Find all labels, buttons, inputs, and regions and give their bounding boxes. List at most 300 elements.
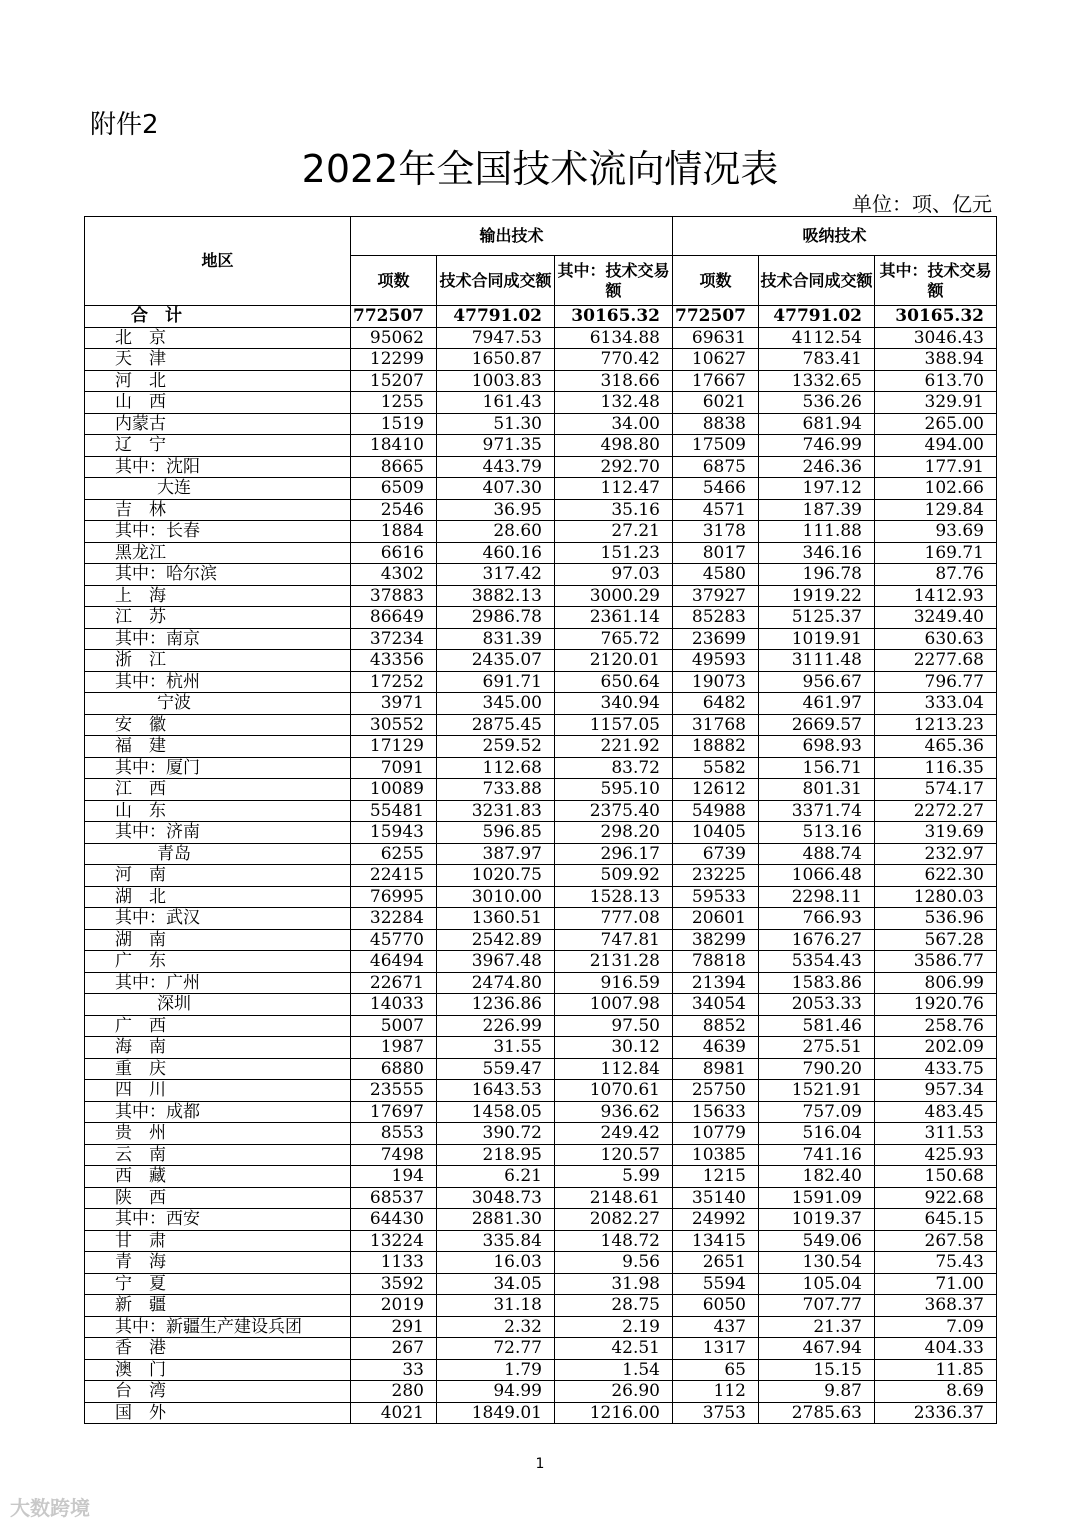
value-cell: 1317	[673, 1338, 759, 1360]
value-cell: 37234	[351, 628, 437, 650]
value-cell: 461.97	[759, 693, 875, 715]
table-row	[85, 1359, 997, 1381]
value-cell: 6616	[351, 542, 437, 564]
region-cell: 河 北	[85, 370, 351, 392]
value-cell: 47791.02	[437, 306, 555, 328]
region-cell: 山 东	[85, 800, 351, 822]
table-row	[85, 822, 997, 844]
watermark: 大数跨境	[10, 1496, 90, 1520]
value-cell: 345.00	[437, 693, 555, 715]
value-cell: 31.18	[437, 1295, 555, 1317]
value-cell: 2881.30	[437, 1209, 555, 1231]
value-cell: 746.99	[759, 435, 875, 457]
region-cell: 宁波	[85, 693, 351, 715]
value-cell: 7947.53	[437, 327, 555, 349]
value-cell: 6875	[673, 456, 759, 478]
value-cell: 1849.01	[437, 1402, 555, 1424]
region-cell: 其中：哈尔滨	[85, 564, 351, 586]
attachment-label: 附件2	[90, 110, 159, 140]
value-cell: 936.62	[555, 1101, 673, 1123]
region-cell: 青 海	[85, 1252, 351, 1274]
value-cell: 150.68	[875, 1166, 997, 1188]
value-cell: 2875.45	[437, 714, 555, 736]
region-cell: 江 苏	[85, 607, 351, 629]
value-cell: 83.72	[555, 757, 673, 779]
value-cell: 681.94	[759, 413, 875, 435]
value-cell: 3971	[351, 693, 437, 715]
value-cell: 1255	[351, 392, 437, 414]
table-row	[85, 1123, 997, 1145]
value-cell: 390.72	[437, 1123, 555, 1145]
region-cell: 香 港	[85, 1338, 351, 1360]
value-cell: 8852	[673, 1015, 759, 1037]
value-cell: 8017	[673, 542, 759, 564]
value-cell: 112.84	[555, 1058, 673, 1080]
region-cell: 天 津	[85, 349, 351, 371]
page-title: 2022年全国技术流向情况表	[301, 147, 779, 191]
region-cell: 宁 夏	[85, 1273, 351, 1295]
region-cell: 河 南	[85, 865, 351, 887]
region-cell: 其中：成都	[85, 1101, 351, 1123]
value-cell: 130.54	[759, 1252, 875, 1274]
value-cell: 319.69	[875, 822, 997, 844]
table-row	[85, 757, 997, 779]
value-cell: 8.69	[875, 1381, 997, 1403]
value-cell: 831.39	[437, 628, 555, 650]
value-cell: 32284	[351, 908, 437, 930]
value-cell: 11.85	[875, 1359, 997, 1381]
value-cell: 1070.61	[555, 1080, 673, 1102]
value-cell: 8553	[351, 1123, 437, 1145]
header-output-trade: 其中：技术交易额	[555, 256, 673, 306]
value-cell: 707.77	[759, 1295, 875, 1317]
value-cell: 19073	[673, 671, 759, 693]
value-cell: 465.36	[875, 736, 997, 758]
value-cell: 22671	[351, 972, 437, 994]
value-cell: 3111.48	[759, 650, 875, 672]
value-cell: 595.10	[555, 779, 673, 801]
region-cell: 贵 州	[85, 1123, 351, 1145]
value-cell: 3000.29	[555, 585, 673, 607]
value-cell: 596.85	[437, 822, 555, 844]
value-cell: 567.28	[875, 929, 997, 951]
value-cell: 218.95	[437, 1144, 555, 1166]
value-cell: 112.47	[555, 478, 673, 500]
value-cell: 3046.43	[875, 327, 997, 349]
table-row	[85, 972, 997, 994]
value-cell: 43356	[351, 650, 437, 672]
region-cell: 四 川	[85, 1080, 351, 1102]
table-row	[85, 478, 997, 500]
value-cell: 51.30	[437, 413, 555, 435]
region-cell: 其中：长春	[85, 521, 351, 543]
value-cell: 3048.73	[437, 1187, 555, 1209]
value-cell: 78818	[673, 951, 759, 973]
region-cell: 云 南	[85, 1144, 351, 1166]
value-cell: 772507	[673, 306, 759, 328]
table-row	[85, 607, 997, 629]
value-cell: 2277.68	[875, 650, 997, 672]
region-cell: 湖 南	[85, 929, 351, 951]
value-cell: 4639	[673, 1037, 759, 1059]
value-cell: 2120.01	[555, 650, 673, 672]
value-cell: 7498	[351, 1144, 437, 1166]
table-row	[85, 714, 997, 736]
region-cell: 西 藏	[85, 1166, 351, 1188]
value-cell: 10627	[673, 349, 759, 371]
value-cell: 3178	[673, 521, 759, 543]
value-cell: 1519	[351, 413, 437, 435]
value-cell: 6134.88	[555, 327, 673, 349]
value-cell: 187.39	[759, 499, 875, 521]
value-cell: 388.94	[875, 349, 997, 371]
value-cell: 17252	[351, 671, 437, 693]
value-cell: 55481	[351, 800, 437, 822]
value-cell: 129.84	[875, 499, 997, 521]
value-cell: 112	[673, 1381, 759, 1403]
value-cell: 1920.76	[875, 994, 997, 1016]
value-cell: 37927	[673, 585, 759, 607]
table-row	[85, 1166, 997, 1188]
value-cell: 18882	[673, 736, 759, 758]
value-cell: 24992	[673, 1209, 759, 1231]
table-row	[85, 456, 997, 478]
table-row	[85, 843, 997, 865]
region-cell: 深圳	[85, 994, 351, 1016]
value-cell: 31768	[673, 714, 759, 736]
value-cell: 1157.05	[555, 714, 673, 736]
value-cell: 38299	[673, 929, 759, 951]
value-cell: 516.04	[759, 1123, 875, 1145]
value-cell: 27.21	[555, 521, 673, 543]
table-row	[85, 1273, 997, 1295]
table-row	[85, 1144, 997, 1166]
header-absorb-count: 项数	[673, 256, 759, 306]
value-cell: 4302	[351, 564, 437, 586]
value-cell: 581.46	[759, 1015, 875, 1037]
table-row	[85, 736, 997, 758]
value-cell: 275.51	[759, 1037, 875, 1059]
table-row	[85, 327, 997, 349]
value-cell: 298.20	[555, 822, 673, 844]
header-absorb-contract: 技术合同成交额	[759, 256, 875, 306]
value-cell: 296.17	[555, 843, 673, 865]
table-row	[85, 886, 997, 908]
value-cell: 3010.00	[437, 886, 555, 908]
value-cell: 10385	[673, 1144, 759, 1166]
value-cell: 1.79	[437, 1359, 555, 1381]
value-cell: 3231.83	[437, 800, 555, 822]
value-cell: 10405	[673, 822, 759, 844]
value-cell: 196.78	[759, 564, 875, 586]
table-row	[85, 521, 997, 543]
value-cell: 28.60	[437, 521, 555, 543]
value-cell: 226.99	[437, 1015, 555, 1037]
value-cell: 3882.13	[437, 585, 555, 607]
value-cell: 318.66	[555, 370, 673, 392]
value-cell: 45770	[351, 929, 437, 951]
value-cell: 2082.27	[555, 1209, 673, 1231]
table-row	[85, 542, 997, 564]
value-cell: 783.41	[759, 349, 875, 371]
value-cell: 36.95	[437, 499, 555, 521]
table-row	[85, 628, 997, 650]
value-cell: 120.57	[555, 1144, 673, 1166]
value-cell: 5354.43	[759, 951, 875, 973]
table-row	[85, 1015, 997, 1037]
region-cell: 其中：沈阳	[85, 456, 351, 478]
value-cell: 15943	[351, 822, 437, 844]
table-row	[85, 370, 997, 392]
value-cell: 71.00	[875, 1273, 997, 1295]
value-cell: 76995	[351, 886, 437, 908]
value-cell: 340.94	[555, 693, 673, 715]
region-cell: 澳 门	[85, 1359, 351, 1381]
value-cell: 13415	[673, 1230, 759, 1252]
value-cell: 2272.27	[875, 800, 997, 822]
region-cell: 浙 江	[85, 650, 351, 672]
table-row	[85, 779, 997, 801]
value-cell: 1019.91	[759, 628, 875, 650]
region-cell: 广 东	[85, 951, 351, 973]
value-cell: 6739	[673, 843, 759, 865]
value-cell: 494.00	[875, 435, 997, 457]
table-row	[85, 1230, 997, 1252]
value-cell: 258.76	[875, 1015, 997, 1037]
value-cell: 9.56	[555, 1252, 673, 1274]
value-cell: 335.84	[437, 1230, 555, 1252]
value-cell: 806.99	[875, 972, 997, 994]
value-cell: 437	[673, 1316, 759, 1338]
table-row	[85, 1295, 997, 1317]
value-cell: 5594	[673, 1273, 759, 1295]
value-cell: 6.21	[437, 1166, 555, 1188]
value-cell: 1280.03	[875, 886, 997, 908]
value-cell: 23699	[673, 628, 759, 650]
value-cell: 1528.13	[555, 886, 673, 908]
value-cell: 956.67	[759, 671, 875, 693]
value-cell: 1643.53	[437, 1080, 555, 1102]
value-cell: 17697	[351, 1101, 437, 1123]
value-cell: 14033	[351, 994, 437, 1016]
table-row	[85, 413, 997, 435]
value-cell: 2474.80	[437, 972, 555, 994]
value-cell: 483.45	[875, 1101, 997, 1123]
value-cell: 87.76	[875, 564, 997, 586]
value-cell: 69631	[673, 327, 759, 349]
value-cell: 645.15	[875, 1209, 997, 1231]
value-cell: 1591.09	[759, 1187, 875, 1209]
unit-label: 单位：项、亿元	[852, 192, 992, 216]
value-cell: 329.91	[875, 392, 997, 414]
region-cell: 其中：武汉	[85, 908, 351, 930]
region-cell: 内蒙古	[85, 413, 351, 435]
value-cell: 916.59	[555, 972, 673, 994]
value-cell: 20601	[673, 908, 759, 930]
value-cell: 2669.57	[759, 714, 875, 736]
value-cell: 18410	[351, 435, 437, 457]
header-output-count: 项数	[351, 256, 437, 306]
value-cell: 574.17	[875, 779, 997, 801]
value-cell: 111.88	[759, 521, 875, 543]
value-cell: 280	[351, 1381, 437, 1403]
value-cell: 317.42	[437, 564, 555, 586]
value-cell: 86649	[351, 607, 437, 629]
value-cell: 221.92	[555, 736, 673, 758]
value-cell: 346.16	[759, 542, 875, 564]
region-cell: 海 南	[85, 1037, 351, 1059]
table-row	[85, 585, 997, 607]
value-cell: 777.08	[555, 908, 673, 930]
value-cell: 246.36	[759, 456, 875, 478]
value-cell: 4580	[673, 564, 759, 586]
region-cell: 合 计	[85, 306, 351, 328]
value-cell: 1919.22	[759, 585, 875, 607]
region-cell: 上 海	[85, 585, 351, 607]
region-cell: 陕 西	[85, 1187, 351, 1209]
value-cell: 333.04	[875, 693, 997, 715]
value-cell: 10089	[351, 779, 437, 801]
region-cell: 福 建	[85, 736, 351, 758]
value-cell: 5.99	[555, 1166, 673, 1188]
value-cell: 549.06	[759, 1230, 875, 1252]
value-cell: 15.15	[759, 1359, 875, 1381]
value-cell: 6255	[351, 843, 437, 865]
table-row	[85, 435, 997, 457]
table-row	[85, 1338, 997, 1360]
value-cell: 265.00	[875, 413, 997, 435]
value-cell: 47791.02	[759, 306, 875, 328]
table-row	[85, 650, 997, 672]
value-cell: 33	[351, 1359, 437, 1381]
value-cell: 34.05	[437, 1273, 555, 1295]
value-cell: 698.93	[759, 736, 875, 758]
value-cell: 765.72	[555, 628, 673, 650]
value-cell: 23555	[351, 1080, 437, 1102]
table-row	[85, 1058, 997, 1080]
value-cell: 1020.75	[437, 865, 555, 887]
value-cell: 54988	[673, 800, 759, 822]
value-cell: 613.70	[875, 370, 997, 392]
header-output-contract: 技术合同成交额	[437, 256, 555, 306]
value-cell: 197.12	[759, 478, 875, 500]
value-cell: 6482	[673, 693, 759, 715]
value-cell: 467.94	[759, 1338, 875, 1360]
table-row	[85, 1316, 997, 1338]
value-cell: 169.71	[875, 542, 997, 564]
region-cell: 大连	[85, 478, 351, 500]
page-number: 1	[535, 1456, 545, 1472]
region-cell: 其中：新疆生产建设兵团	[85, 1316, 351, 1338]
table-row	[85, 951, 997, 973]
value-cell: 747.81	[555, 929, 673, 951]
value-cell: 68537	[351, 1187, 437, 1209]
value-cell: 2361.14	[555, 607, 673, 629]
value-cell: 12612	[673, 779, 759, 801]
value-cell: 1676.27	[759, 929, 875, 951]
value-cell: 31.55	[437, 1037, 555, 1059]
table-row	[85, 1187, 997, 1209]
value-cell: 8665	[351, 456, 437, 478]
value-cell: 536.96	[875, 908, 997, 930]
value-cell: 1583.86	[759, 972, 875, 994]
value-cell: 2986.78	[437, 607, 555, 629]
table-row	[85, 1252, 997, 1274]
value-cell: 2298.11	[759, 886, 875, 908]
value-cell: 1884	[351, 521, 437, 543]
value-cell: 13224	[351, 1230, 437, 1252]
value-cell: 31.98	[555, 1273, 673, 1295]
value-cell: 1003.83	[437, 370, 555, 392]
value-cell: 2651	[673, 1252, 759, 1274]
region-cell: 其中：广州	[85, 972, 351, 994]
value-cell: 460.16	[437, 542, 555, 564]
value-cell: 21394	[673, 972, 759, 994]
value-cell: 35.16	[555, 499, 673, 521]
region-cell: 新 疆	[85, 1295, 351, 1317]
value-cell: 23225	[673, 865, 759, 887]
value-cell: 102.66	[875, 478, 997, 500]
value-cell: 15633	[673, 1101, 759, 1123]
value-cell: 3586.77	[875, 951, 997, 973]
value-cell: 404.33	[875, 1338, 997, 1360]
table-row	[85, 1381, 997, 1403]
value-cell: 1987	[351, 1037, 437, 1059]
region-cell: 青岛	[85, 843, 351, 865]
value-cell: 766.93	[759, 908, 875, 930]
value-cell: 7091	[351, 757, 437, 779]
value-cell: 443.79	[437, 456, 555, 478]
header-row-group	[85, 217, 997, 256]
value-cell: 6509	[351, 478, 437, 500]
value-cell: 156.71	[759, 757, 875, 779]
total-row	[85, 306, 997, 328]
value-cell: 2148.61	[555, 1187, 673, 1209]
table-row	[85, 349, 997, 371]
value-cell: 2546	[351, 499, 437, 521]
value-cell: 21.37	[759, 1316, 875, 1338]
value-cell: 116.35	[875, 757, 997, 779]
value-cell: 4112.54	[759, 327, 875, 349]
value-cell: 2.32	[437, 1316, 555, 1338]
value-cell: 232.97	[875, 843, 997, 865]
value-cell: 65	[673, 1359, 759, 1381]
value-cell: 5466	[673, 478, 759, 500]
value-cell: 1236.86	[437, 994, 555, 1016]
value-cell: 49593	[673, 650, 759, 672]
value-cell: 1066.48	[759, 865, 875, 887]
region-cell: 其中：厦门	[85, 757, 351, 779]
header-region: 地区	[85, 217, 351, 306]
value-cell: 3371.74	[759, 800, 875, 822]
region-cell: 其中：杭州	[85, 671, 351, 693]
value-cell: 291	[351, 1316, 437, 1338]
value-cell: 513.16	[759, 822, 875, 844]
table-row	[85, 499, 997, 521]
value-cell: 2053.33	[759, 994, 875, 1016]
value-cell: 46494	[351, 951, 437, 973]
value-cell: 630.63	[875, 628, 997, 650]
region-cell: 辽 宁	[85, 435, 351, 457]
value-cell: 1133	[351, 1252, 437, 1274]
region-cell: 台 湾	[85, 1381, 351, 1403]
region-cell: 黑龙江	[85, 542, 351, 564]
value-cell: 2131.28	[555, 951, 673, 973]
value-cell: 2542.89	[437, 929, 555, 951]
value-cell: 30552	[351, 714, 437, 736]
value-cell: 1521.91	[759, 1080, 875, 1102]
region-cell: 国 外	[85, 1402, 351, 1424]
